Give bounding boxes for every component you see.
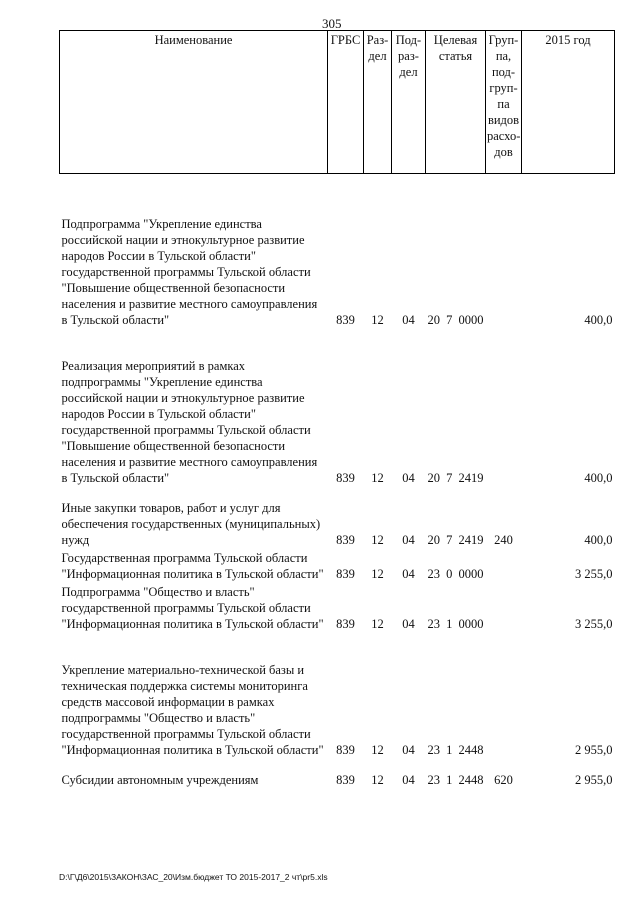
header-year: 2015 год <box>522 31 615 174</box>
table-row <box>60 500 615 548</box>
row-celevaya: 23 1 2448 <box>427 773 484 787</box>
row-grupa <box>486 550 522 582</box>
row-podrazdel: 04 <box>402 773 415 787</box>
row-celevaya: 23 0 0000 <box>427 567 484 581</box>
row-celevaya: 20 7 2419 <box>427 533 484 547</box>
row-grbs: 839 <box>336 567 355 581</box>
header-grbs: ГРБС <box>328 31 364 174</box>
row-name: Государственная программа Тульской области "Информационная политика в Тульской области" <box>61 551 324 581</box>
row-celevaya: 23 1 0000 <box>427 617 484 631</box>
table-row <box>60 216 615 328</box>
row-razdel: 12 <box>371 617 384 631</box>
row-name: Реализация мероприятий в рамках подпрограммы "Укрепление единства российской нации и этнокультурное развитие народов России в Тульской области" государственной программы Тульской области "Повышение общественной безопасности населения и развитие местного самоуправления в Тульской области" <box>61 359 318 485</box>
page-number: 305 <box>322 16 342 31</box>
row-podrazdel: 04 <box>402 617 415 631</box>
row-grupa <box>486 358 522 486</box>
row-name: Подпрограмма "Общество и власть" государственной программы Тульской области "Информационная политика в Тульской области" <box>61 585 324 631</box>
row-razdel: 12 <box>371 743 384 757</box>
header-grupa: Груп- па, под- груп- па видов расхо- дов <box>486 31 522 174</box>
row-grupa <box>486 584 522 632</box>
file-path-footer: D:\Г\Д6\2015\ЗАКОН\ЗАС_20\Изм.бюджет ТО 2015-2017_2 чт\pr5.xls <box>59 872 328 882</box>
row-podrazdel: 04 <box>402 567 415 581</box>
row-name: Укрепление материально-технической базы и техническая поддержка системы мониторинга средств массовой информации в рамках подпрограммы "Общество и власть" государственной программы Тульской области "Информационная политика в Тульской области" <box>61 663 324 757</box>
table-row <box>60 584 615 632</box>
row-amount: 400,0 <box>584 471 613 485</box>
row-razdel: 12 <box>371 567 384 581</box>
row-grbs: 839 <box>336 533 355 547</box>
row-grbs: 839 <box>336 617 355 631</box>
row-grbs: 839 <box>336 313 355 327</box>
row-amount: 400,0 <box>584 533 613 547</box>
row-podrazdel: 04 <box>402 471 415 485</box>
row-podrazdel: 04 <box>402 743 415 757</box>
row-grbs: 839 <box>336 743 355 757</box>
row-razdel: 12 <box>371 313 384 327</box>
row-amount: 2 955,0 <box>575 773 613 787</box>
row-amount: 3 255,0 <box>575 567 613 581</box>
row-grupa: 240 <box>494 533 513 547</box>
row-celevaya: 20 7 0000 <box>427 313 484 327</box>
header-razdel: Раз- дел <box>364 31 392 174</box>
row-name: Субсидии автономным учреждениям <box>61 773 259 787</box>
table-header-row <box>60 31 615 174</box>
row-grbs: 839 <box>336 471 355 485</box>
row-grupa <box>486 662 522 758</box>
row-grbs: 839 <box>336 773 355 787</box>
budget-table <box>59 30 615 788</box>
row-celevaya: 23 1 2448 <box>427 743 484 757</box>
table-row <box>60 772 615 788</box>
header-podrazdel: Под- раз- дел <box>392 31 426 174</box>
row-podrazdel: 04 <box>402 313 415 327</box>
row-razdel: 12 <box>371 773 384 787</box>
row-razdel: 12 <box>371 533 384 547</box>
header-celevaya: Целевая статья <box>426 31 486 174</box>
header-name: Наименование <box>60 31 328 174</box>
row-podrazdel: 04 <box>402 533 415 547</box>
row-name: Подпрограмма "Укрепление единства российской нации и этнокультурное развитие народов России в Тульской области" государственной программы Тульской области "Повышение общественной безопасности населения и развитие местного самоуправления в Тульской области" <box>61 217 318 327</box>
row-grupa: 620 <box>494 773 513 787</box>
table-row <box>60 662 615 758</box>
row-name: Иные закупки товаров, работ и услуг для обеспечения государственных (муниципальных) нужд <box>61 501 321 547</box>
row-amount: 3 255,0 <box>575 617 613 631</box>
row-grupa <box>486 216 522 328</box>
table-row <box>60 358 615 486</box>
row-amount: 400,0 <box>584 313 613 327</box>
budget-sheet <box>59 30 614 788</box>
row-razdel: 12 <box>371 471 384 485</box>
table-row <box>60 550 615 582</box>
row-amount: 2 955,0 <box>575 743 613 757</box>
row-celevaya: 20 7 2419 <box>427 471 484 485</box>
